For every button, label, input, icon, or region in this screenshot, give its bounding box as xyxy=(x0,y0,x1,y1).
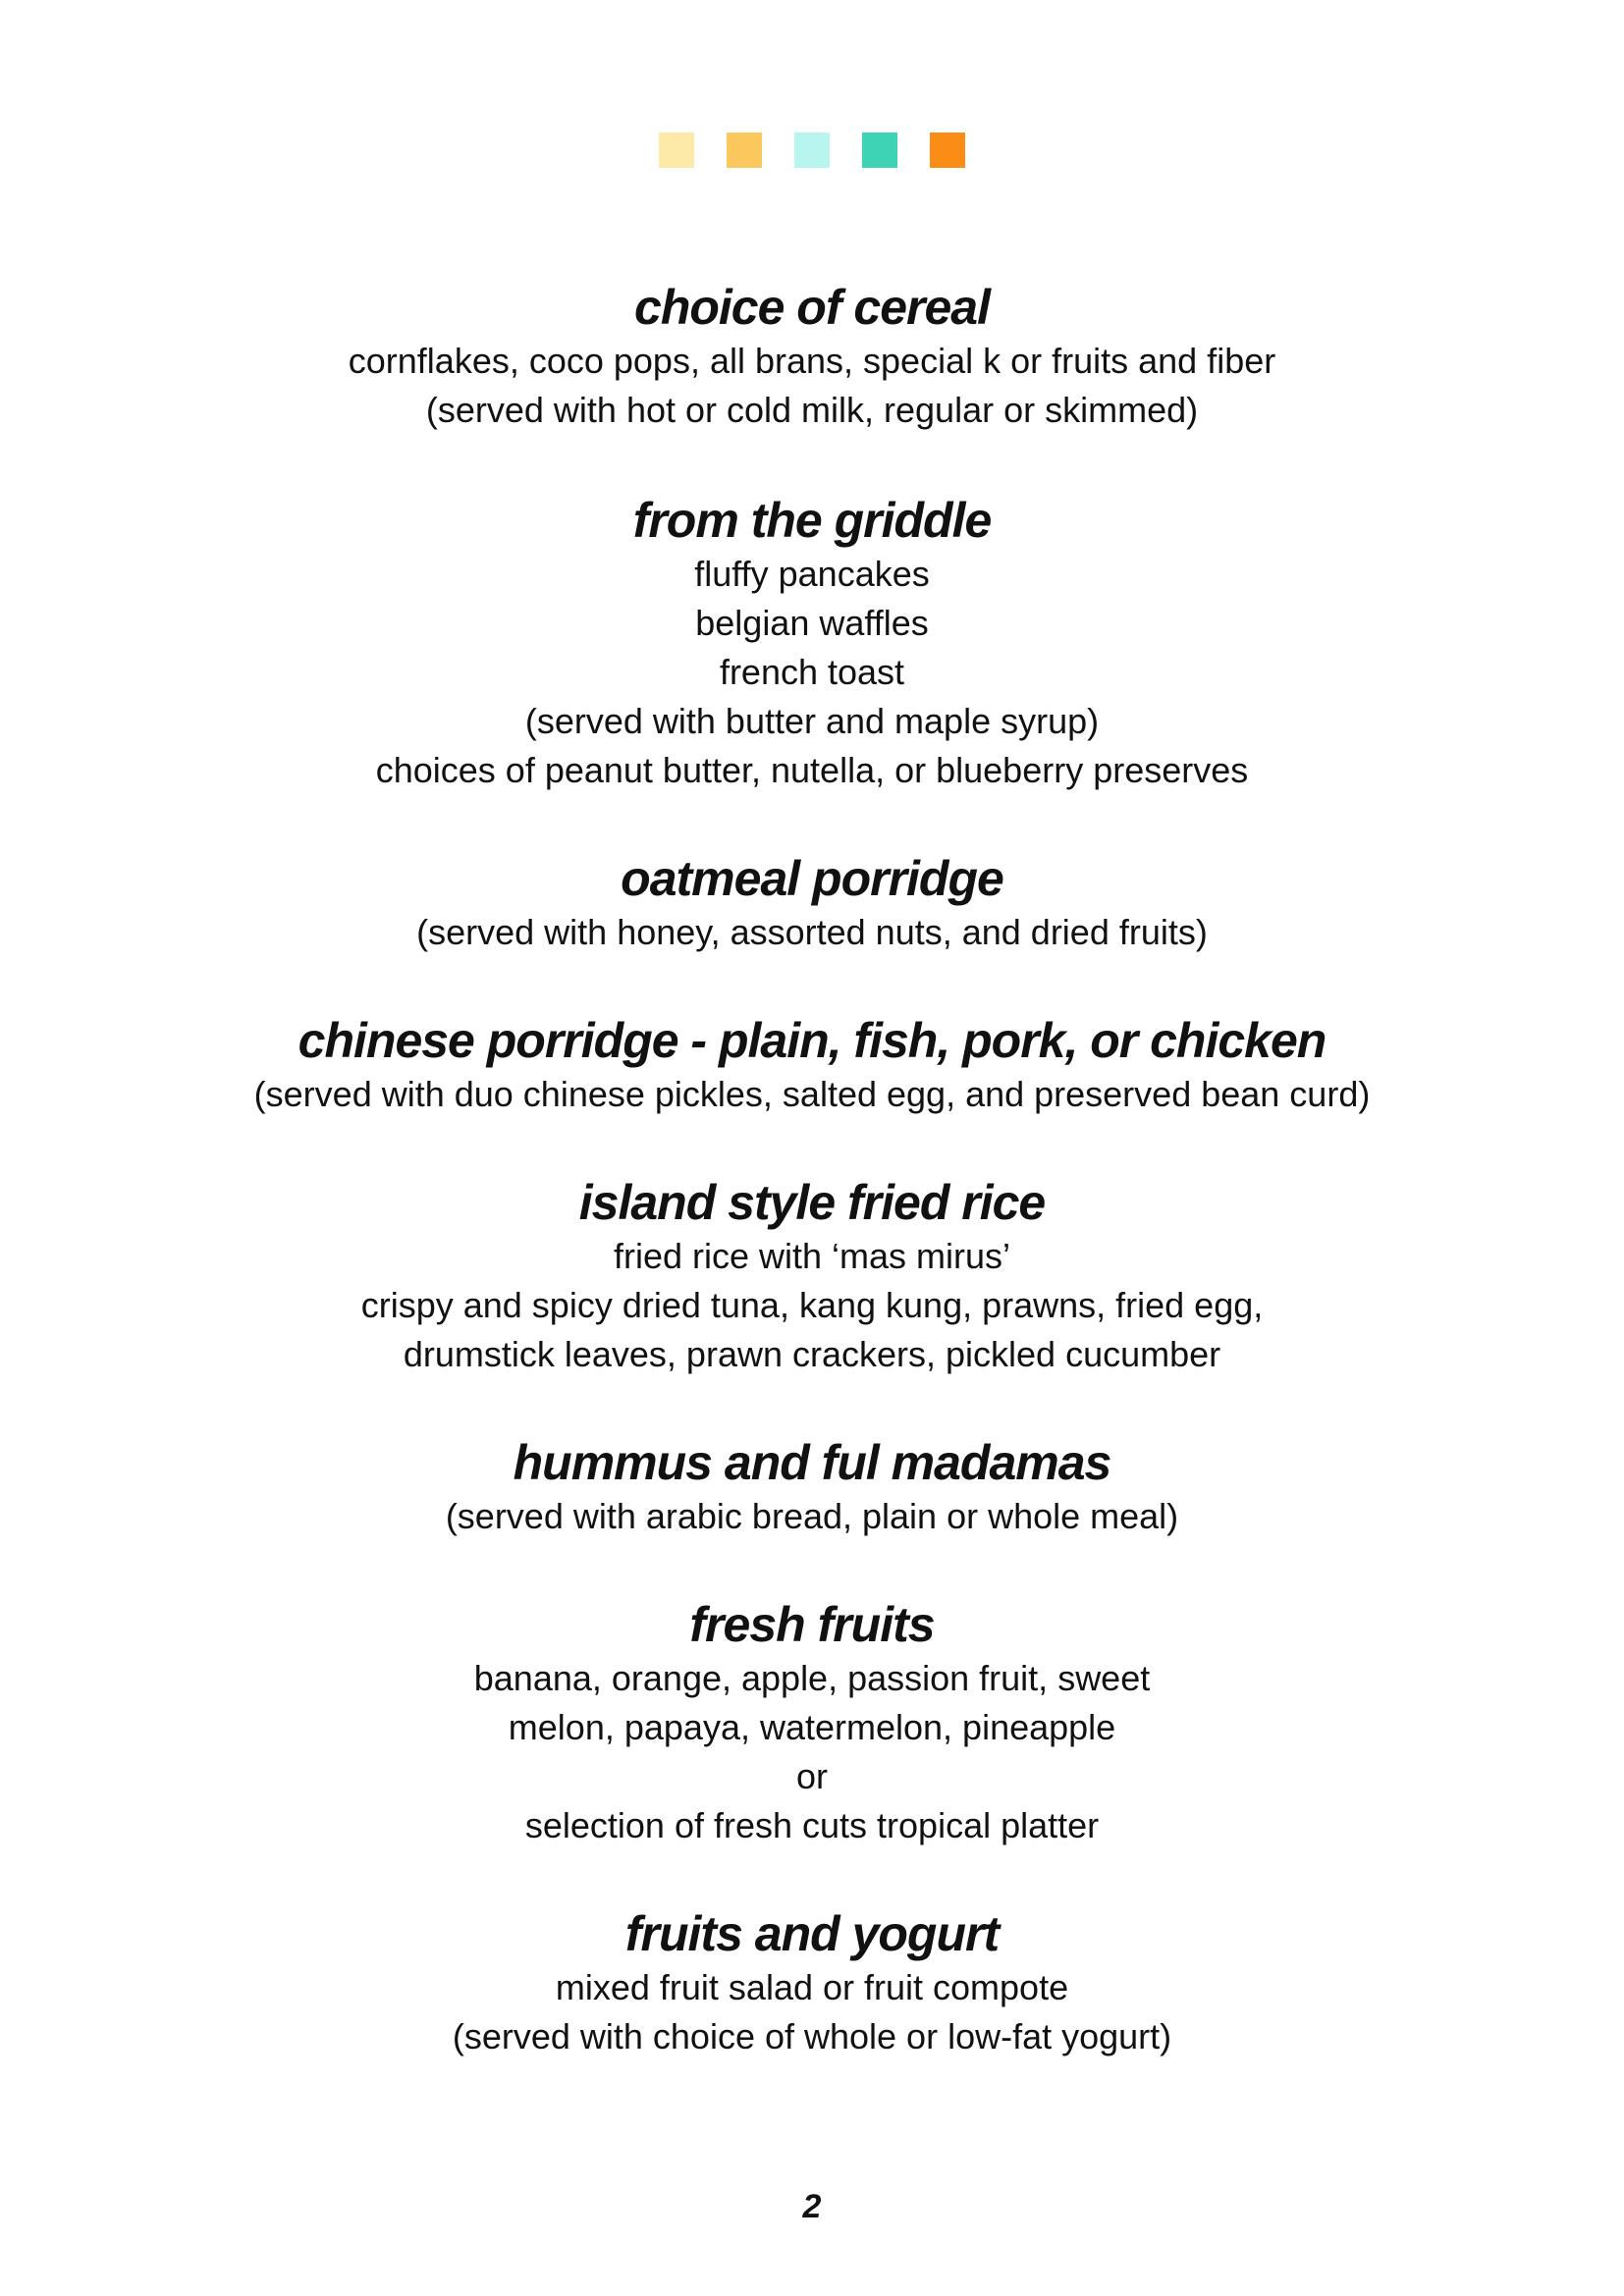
item-line: cornflakes, coco pops, all brans, special k or fruits and fiber xyxy=(348,341,1276,381)
item-line: (served with choice of whole or low-fat yogurt) xyxy=(452,2016,1172,2056)
menu-section-hummus xyxy=(0,1433,1624,1541)
menu-section-fruits-yogurt xyxy=(0,1904,1624,2061)
section-title: chinese porridge - plain, fish, pork, or chicken xyxy=(298,1013,1326,1068)
item-line: selection of fresh cuts tropical platter xyxy=(524,1805,1100,1845)
item-line: belgian waffles xyxy=(695,603,929,643)
item-line: fried rice with ‘mas mirus’ xyxy=(613,1236,1011,1276)
section-title: fresh fruits xyxy=(689,1597,935,1652)
menu-section-chinese-porridge xyxy=(0,1011,1624,1119)
item-line: drumstick leaves, prawn crackers, pickled cucumber xyxy=(403,1334,1221,1374)
color-swatch xyxy=(794,133,830,168)
item-line: (served with arabic bread, plain or whole meal) xyxy=(445,1496,1179,1536)
breakfast-menu xyxy=(0,278,1624,2061)
section-title: island style fried rice xyxy=(578,1175,1046,1230)
item-line: melon, papaya, watermelon, pineapple xyxy=(508,1707,1116,1747)
item-line: banana, orange, apple, passion fruit, sweet xyxy=(473,1658,1151,1698)
menu-section-cereal xyxy=(0,278,1624,435)
menu-section-griddle xyxy=(0,491,1624,795)
section-title: choice of cereal xyxy=(634,280,990,335)
item-line: (served with butter and maple syrup) xyxy=(524,701,1100,741)
item-line: french toast xyxy=(719,652,905,692)
item-line: choices of peanut butter, nutella, or blueberry preserves xyxy=(375,750,1249,790)
section-title: hummus and ful madamas xyxy=(513,1435,1111,1490)
item-line: or xyxy=(795,1756,828,1796)
color-swatch xyxy=(862,133,897,168)
item-line: fluffy pancakes xyxy=(694,554,930,594)
section-title: oatmeal porridge xyxy=(621,851,1003,906)
section-title: from the griddle xyxy=(632,493,992,548)
item-line: (served with duo chinese pickles, salted egg, and preserved bean curd) xyxy=(253,1074,1371,1114)
item-line: (served with hot or cold milk, regular or skimmed) xyxy=(425,390,1199,430)
item-line: (served with honey, assorted nuts, and dried fruits) xyxy=(416,912,1208,952)
section-title: fruits and yogurt xyxy=(624,1906,1000,1961)
color-swatch xyxy=(727,133,762,168)
color-swatch-row xyxy=(0,133,1624,168)
page-number: 2 xyxy=(802,2188,822,2225)
item-line: mixed fruit salad or fruit compote xyxy=(555,1967,1069,2007)
menu-section-oatmeal xyxy=(0,849,1624,957)
color-swatch xyxy=(930,133,965,168)
color-swatch xyxy=(659,133,694,168)
menu-section-fried-rice xyxy=(0,1173,1624,1379)
item-line: crispy and spicy dried tuna, kang kung, prawns, fried egg, xyxy=(360,1285,1264,1325)
menu-section-fresh-fruits xyxy=(0,1595,1624,1850)
